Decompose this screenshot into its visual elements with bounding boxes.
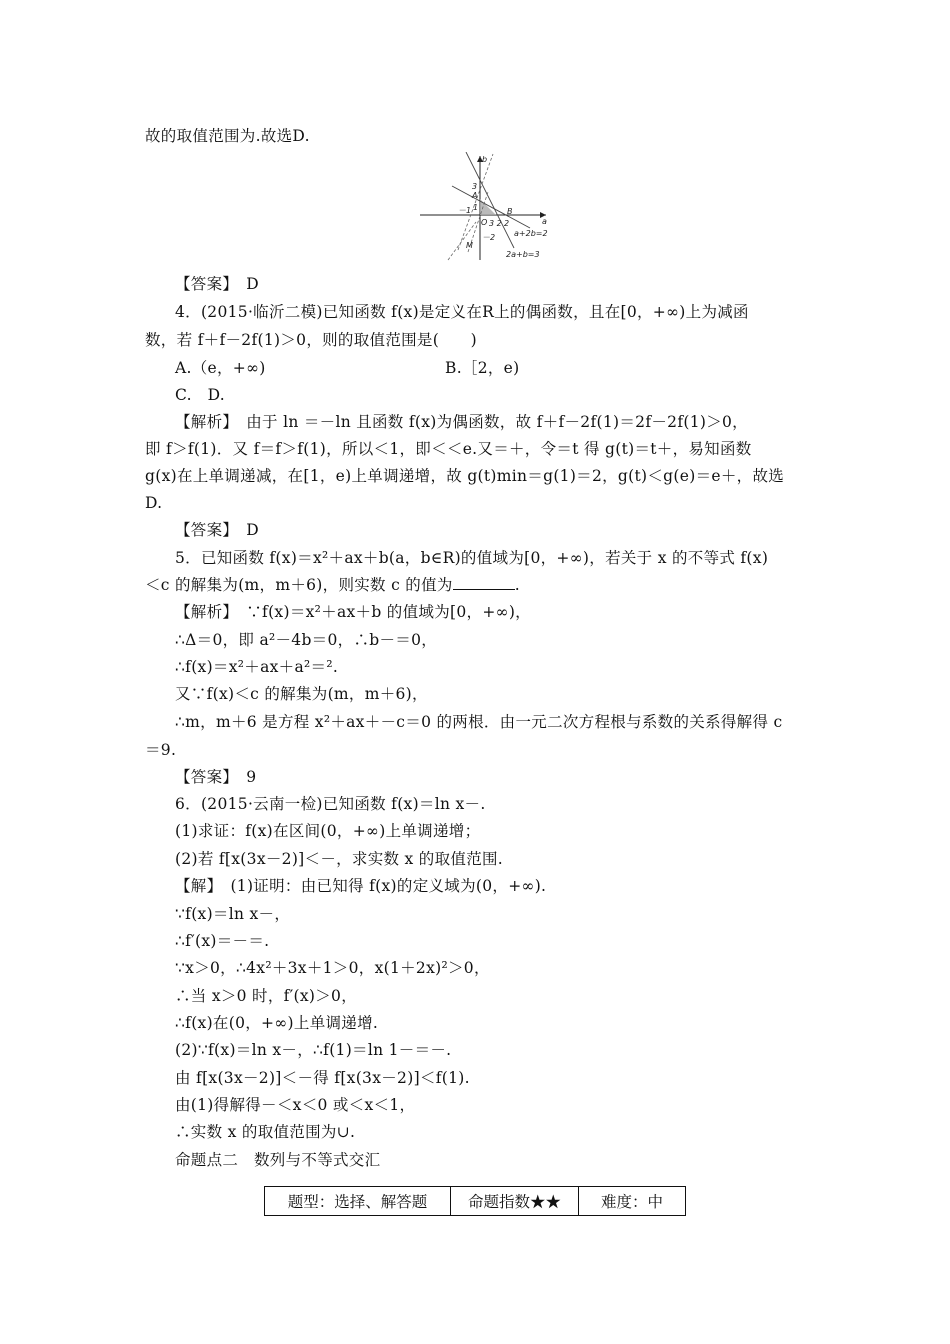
- solution-line: ∴f(x)在(0，+∞)上单调递增.: [175, 1014, 379, 1032]
- topic-info-table: [264, 1186, 686, 1216]
- line-2ab3-label: 2a+b=3: [506, 250, 540, 259]
- options-cd: C. D.: [175, 386, 226, 404]
- solution-line: ∴当 x＞0 时，f′(x)＞0，: [175, 987, 358, 1005]
- text-line: 故的取值范围为.故选D.: [145, 127, 310, 145]
- line-a2b2-label: a+2b=2: [514, 229, 548, 238]
- solution-line: ∴f(x)＝x²＋ax＋a²＝².: [175, 658, 339, 676]
- question-4: 4．(2015·临沂二模)已知函数 f(x)是定义在R上的偶函数，且在[0，+∞)上为减函: [175, 303, 749, 321]
- point-A-label: A: [472, 191, 478, 200]
- index-cell: 命题指数★★: [451, 1187, 579, 1215]
- question-6-part2: (2)若 f[x(3x－2)]＜－，求实数 x 的取值范围.: [175, 850, 504, 868]
- answer-blank: [453, 575, 515, 590]
- question-5-cont: [145, 575, 815, 595]
- tick-1-label: 1: [473, 203, 479, 212]
- option-a: A.（e，+∞): [175, 359, 266, 377]
- axis-b-label: b: [482, 155, 488, 164]
- solution-line: 【解】 (1)证明：由已知得 f(x)的定义域为(0，+∞).: [175, 877, 547, 895]
- solution-line: 【解析】 ∵f(x)＝x²＋ax＋b 的值域为[0，+∞)，: [175, 603, 531, 621]
- solution-line: ∵f(x)＝ln x－，: [175, 905, 291, 923]
- tick-2-label: 2: [504, 219, 510, 228]
- solution-line: ∵x＞0，∴4x²＋3x＋1＞0，x(1＋2x)²＞0，: [175, 959, 490, 977]
- question-type-cell: 题型：选择、解答题: [265, 1187, 451, 1215]
- section-heading: 命题点二 数列与不等式交汇: [175, 1151, 381, 1169]
- question-5: 5．已知函数 f(x)＝x²＋ax＋b(a，b∈R)的值域为[0，+∞)，若关于 x 的不等式 f(x): [175, 549, 769, 567]
- solution-line: 即 f＞f(1)．又 f＝f＞f(1)，所以＜1，即＜＜e.又＝＋，令＝t 得 g(t)＝t＋，易知函数: [145, 440, 752, 458]
- solution-line: 【解析】 由于 ln ＝－ln 且函数 f(x)为偶函数，故 f＋f－2f(1)＝2f－2f(1)＞0，: [175, 413, 748, 431]
- tick-3-label: 3: [472, 182, 478, 191]
- axis-a-label: a: [542, 217, 547, 226]
- point-M-label: M: [466, 241, 473, 250]
- origin-label: O: [481, 218, 488, 227]
- question-4-cont: 数，若 f＋f－2f(1)＞0，则的取值范围是( ): [145, 331, 478, 349]
- solution-line: ∴m，m＋6 是方程 x²＋ax＋－c＝0 的两根．由一元二次方程根与系数的关系得解得 c: [175, 713, 783, 731]
- tick-neg1-label: －1: [458, 206, 472, 215]
- solution-line: 由 f[x(3x－2)]＜－得 f[x(3x－2)]＜f(1).: [175, 1069, 470, 1087]
- answer-line: 【答案】 D: [175, 275, 259, 293]
- option-b: B.［2，e): [445, 359, 520, 377]
- solution-line: ∴实数 x 的取值范围为∪.: [175, 1123, 356, 1141]
- question-6: 6．(2015·云南一检)已知函数 f(x)＝ln x－.: [175, 795, 486, 813]
- solution-line: 又∵f(x)＜c 的解集为(m，m＋6)，: [175, 685, 428, 703]
- solution-line: ∴Δ＝0，即 a²－4b＝0，∴b－＝0，: [175, 631, 438, 649]
- difficulty-cell: 难度：中: [600, 1193, 663, 1211]
- solution-line: g(x)在上单调递减，在[1，e)上单调递增，故 g(t)min＝g(1)＝2，g(t)＜g(e)＝e＋，故选: [145, 467, 785, 485]
- tick-32-label: 3 2: [489, 219, 502, 228]
- solution-line: (2)∵f(x)＝ln x－，∴f(1)＝ln 1－＝－.: [175, 1041, 452, 1059]
- answer-line: 【答案】 D: [175, 521, 259, 539]
- answer-line: 【答案】 9: [175, 768, 257, 786]
- question-5-end: .: [514, 576, 520, 594]
- solution-line: D.: [145, 494, 163, 512]
- point-B-label: B: [507, 207, 513, 216]
- solution-line: 由(1)得解得－＜x＜0 或＜x＜1，: [175, 1096, 416, 1114]
- question-6-part1: (1)求证：f(x)在区间(0，+∞)上单调递增；: [175, 822, 481, 840]
- tick-neg2-label: －2: [482, 233, 496, 242]
- solution-line: ＝9.: [145, 741, 177, 759]
- question-5-text: ＜c 的解集为(m，m＋6)，则实数 c 的值为: [145, 576, 453, 594]
- solution-line: ∴f′(x)＝－＝.: [175, 932, 270, 950]
- linear-region-figure: [418, 152, 554, 262]
